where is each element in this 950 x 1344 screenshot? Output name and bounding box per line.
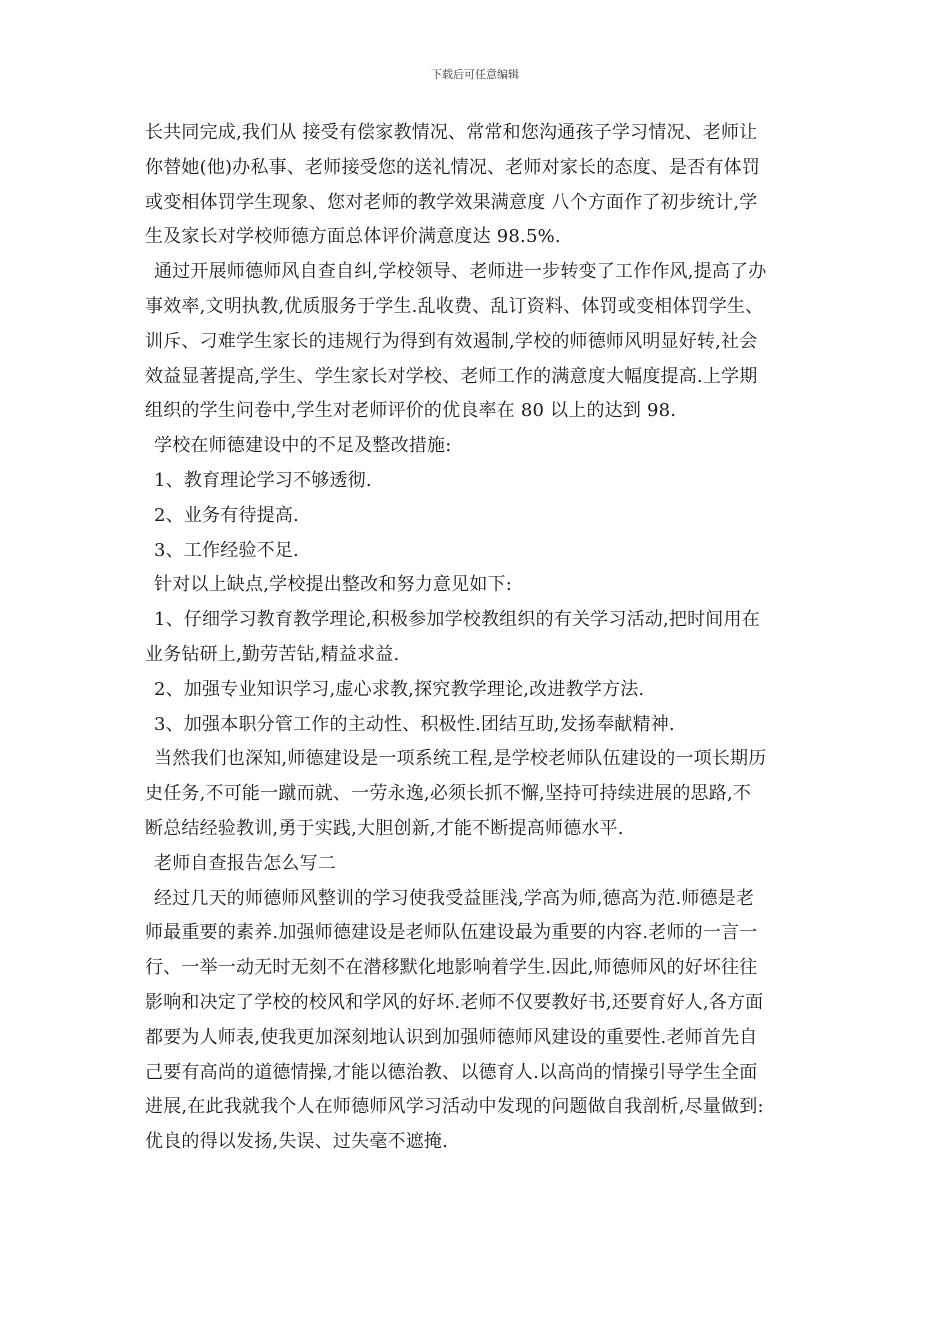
text-line: 2、业务有待提高. (154, 504, 299, 526)
text-line: 3、加强本职分管工作的主动性、积极性.团结互助,发扬奉献精神. (154, 713, 675, 735)
text-line: 断总结经验教训,勇于实践,大胆创新,才能不断提高师德水平. (145, 817, 624, 839)
text-line: 业务钻研上,勤劳苦钻,精益求益. (145, 643, 400, 665)
text-line: 影响和决定了学校的校风和学风的好坏.老师不仅要教好书,还要育好人,各方面 (145, 991, 764, 1013)
text-line: 进展,在此我就我个人在师德师风学习活动中发现的问题做自我剖析,尽量做到: (145, 1096, 764, 1118)
text-line: 学校在师德建设中的不足及整改措施: (154, 435, 452, 457)
text-line: 效益显著提高,学生、学生家长对学校、老师工作的满意度大幅度提高.上学期 (145, 365, 758, 387)
text-line: 行、一举一动无时无刻不在潜移默化地影响着学生.因此,师德师风的好坏往往 (145, 957, 758, 979)
text-line: 己要有高尚的道德情操,才能以德治教、以德育人.以高尚的情操引导学生全面 (145, 1061, 758, 1083)
text-line: 生及家长对学校师德方面总体评价满意度达 98.5%. (145, 226, 561, 248)
text-line: 当然我们也深知,师德建设是一项系统工程,是学校老师队伍建设的一项长期历 (154, 748, 767, 770)
page-header-note: 下载后可任意编辑 (431, 68, 519, 81)
text-line: 3、工作经验不足. (154, 539, 299, 561)
text-line: 1、仔细学习教育教学理论,积极参加学校教组织的有关学习活动,把时间用在 (154, 609, 760, 631)
text-line: 针对以上缺点,学校提出整改和努力意见如下: (154, 574, 512, 596)
text-line: 长共同完成,我们从 接受有偿家教情况、常常和您沟通孩子学习情况、老师让 (145, 122, 758, 143)
text-line: 或变相体罚学生现象、您对老师的教学效果满意度 八个方面作了初步统计,学 (145, 191, 758, 213)
text-line: 训斥、刁难学生家长的违规行为得到有效遏制,学校的师德师风明显好转,社会 (145, 330, 758, 352)
text-line: 都要为人师表,使我更加深刻地认识到加强师德师风建设的重要性.老师首先自 (145, 1026, 758, 1048)
text-line: 2、加强专业知识学习,虚心求教,探究教学理论,改进教学方法. (154, 678, 645, 700)
text-line: 老师自查报告怎么写二 (154, 852, 336, 874)
text-line: 师最重要的素养.加强师德建设是老师队伍建设最为重要的内容.老师的一言一 (145, 922, 758, 944)
text-line: 事效率,文明执教,优质服务于学生.乱收费、乱订资料、体罚或变相体罚学生、 (145, 295, 764, 317)
text-line: 组织的学生问卷中,学生对老师评价的优良率在 80 以上的达到 98. (145, 400, 677, 422)
text-line: 1、教育理论学习不够透彻. (154, 469, 372, 491)
text-line: 经过几天的师德师风整训的学习使我受益匪浅,学高为师,德高为范.师德是老 (154, 887, 755, 909)
text-line: 史任务,不可能一蹴而就、一劳永逸,必须长抓不懈,坚持可持续进展的思路,不 (145, 783, 752, 805)
text-line: 通过开展师德师风自查自纠,学校领导、老师进一步转变了工作作风,提高了办 (154, 261, 767, 283)
document-body (145, 116, 813, 1160)
text-line: 优良的得以发扬,失误、过失毫不遮掩. (145, 1131, 449, 1153)
text-line: 你替她(他)办私事、老师接受您的送礼情况、老师对家长的态度、是否有体罚 (145, 156, 761, 178)
